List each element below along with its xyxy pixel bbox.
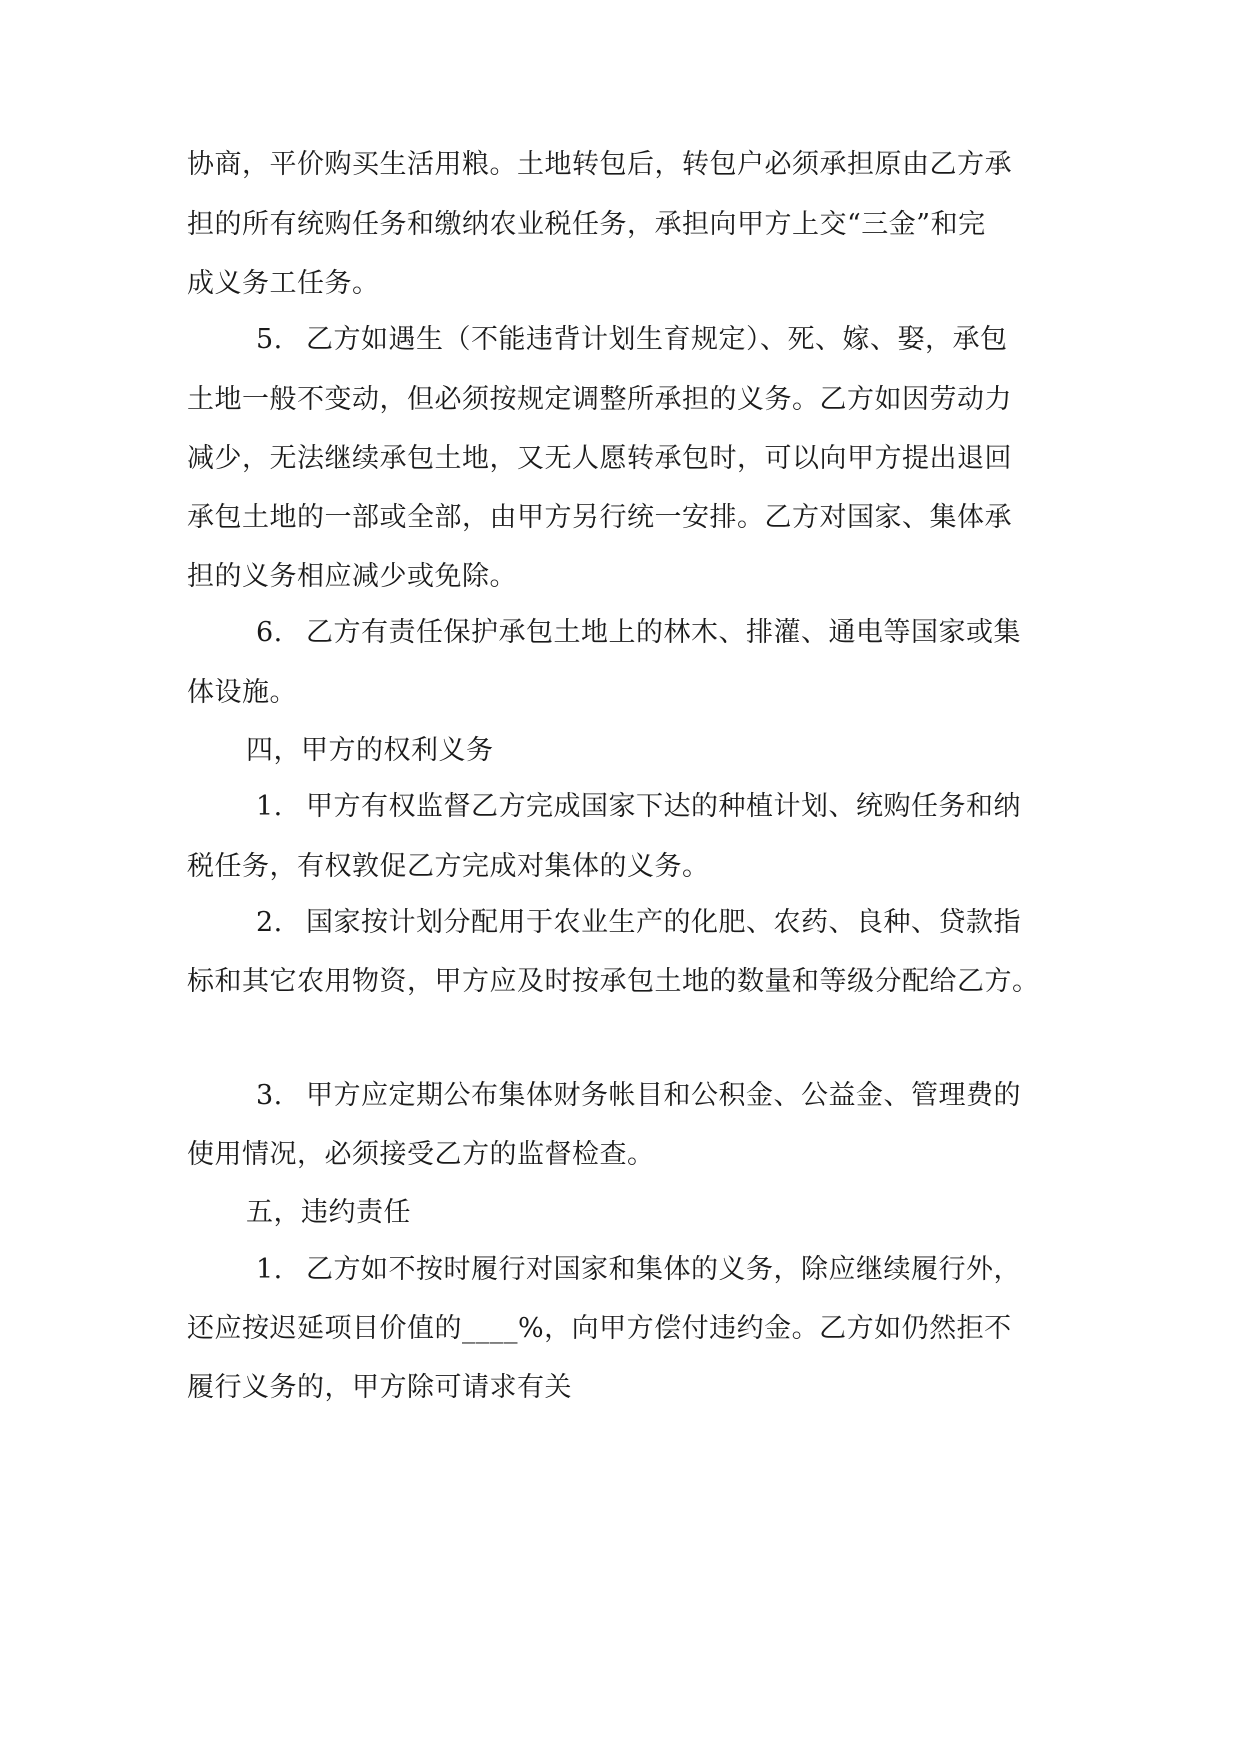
clause-1: 1. 乙方如不按时履行对国家和集体的义务，除应继续履行外， <box>256 1252 1067 1288</box>
section-heading-5: 五，违约责任 <box>246 1197 411 1228</box>
clause-number: 2. <box>256 907 283 938</box>
paragraph-line: 使用情况，必须接受乙方的监督检查。 <box>187 1139 655 1170</box>
paragraph-line: 履行义务的，甲方除可请求有关 <box>187 1372 572 1403</box>
paragraph-line: 税任务，有权敦促乙方完成对集体的义务。 <box>187 851 710 882</box>
paragraph-line: 担的义务相应减少或免除。 <box>187 561 517 592</box>
paragraph-line: 体设施。 <box>187 677 297 708</box>
clause-3: 3. 甲方应定期公布集体财务帐目和公积金、公益金、管理费的 <box>256 1078 1067 1114</box>
clause-number: 1. <box>256 1254 283 1285</box>
clause-1: 1. 甲方有权监督乙方完成国家下达的种植计划、统购任务和纳 <box>256 789 1067 825</box>
clause-number: 3. <box>256 1080 283 1111</box>
clause-number: 5. <box>256 324 283 355</box>
paragraph-line: 减少，无法继续承包土地，又无人愿转承包时，可以向甲方提出退回 <box>187 443 1012 474</box>
paragraph-line: 担的所有统购任务和缴纳农业税任务，承担向甲方上交“三金”和完 <box>187 209 986 240</box>
clause-6: 6. 乙方有责任保护承包土地上的林木、排灌、通电等国家或集 <box>256 615 1067 651</box>
clause-number: 6. <box>256 617 283 648</box>
paragraph-line: 承包土地的一部或全部，由甲方另行统一安排。乙方对国家、集体承 <box>187 502 1012 533</box>
clause-2: 2. 国家按计划分配用于农业生产的化肥、农药、良种、贷款指 <box>256 905 1067 941</box>
section-heading-4: 四，甲方的权利义务 <box>246 735 494 766</box>
paragraph-line: 标和其它农用物资，甲方应及时按承包土地的数量和等级分配给乙方。 <box>187 966 1040 997</box>
paragraph-line: 成义务工任务。 <box>187 268 380 299</box>
paragraph-line: 土地一般不变动，但必须按规定调整所承担的义务。乙方如因劳动力 <box>187 384 1012 415</box>
paragraph-line: 还应按迟延项目价值的____%，向甲方偿付违约金。乙方如仍然拒不 <box>187 1313 1012 1344</box>
clause-number: 1. <box>256 791 283 822</box>
paragraph-line: 协商，平价购买生活用粮。土地转包后，转包户必须承担原由乙方承 <box>187 149 1012 180</box>
clause-5: 5. 乙方如遇生（不能违背计划生育规定）、死、嫁、娶，承包 <box>256 322 1067 358</box>
